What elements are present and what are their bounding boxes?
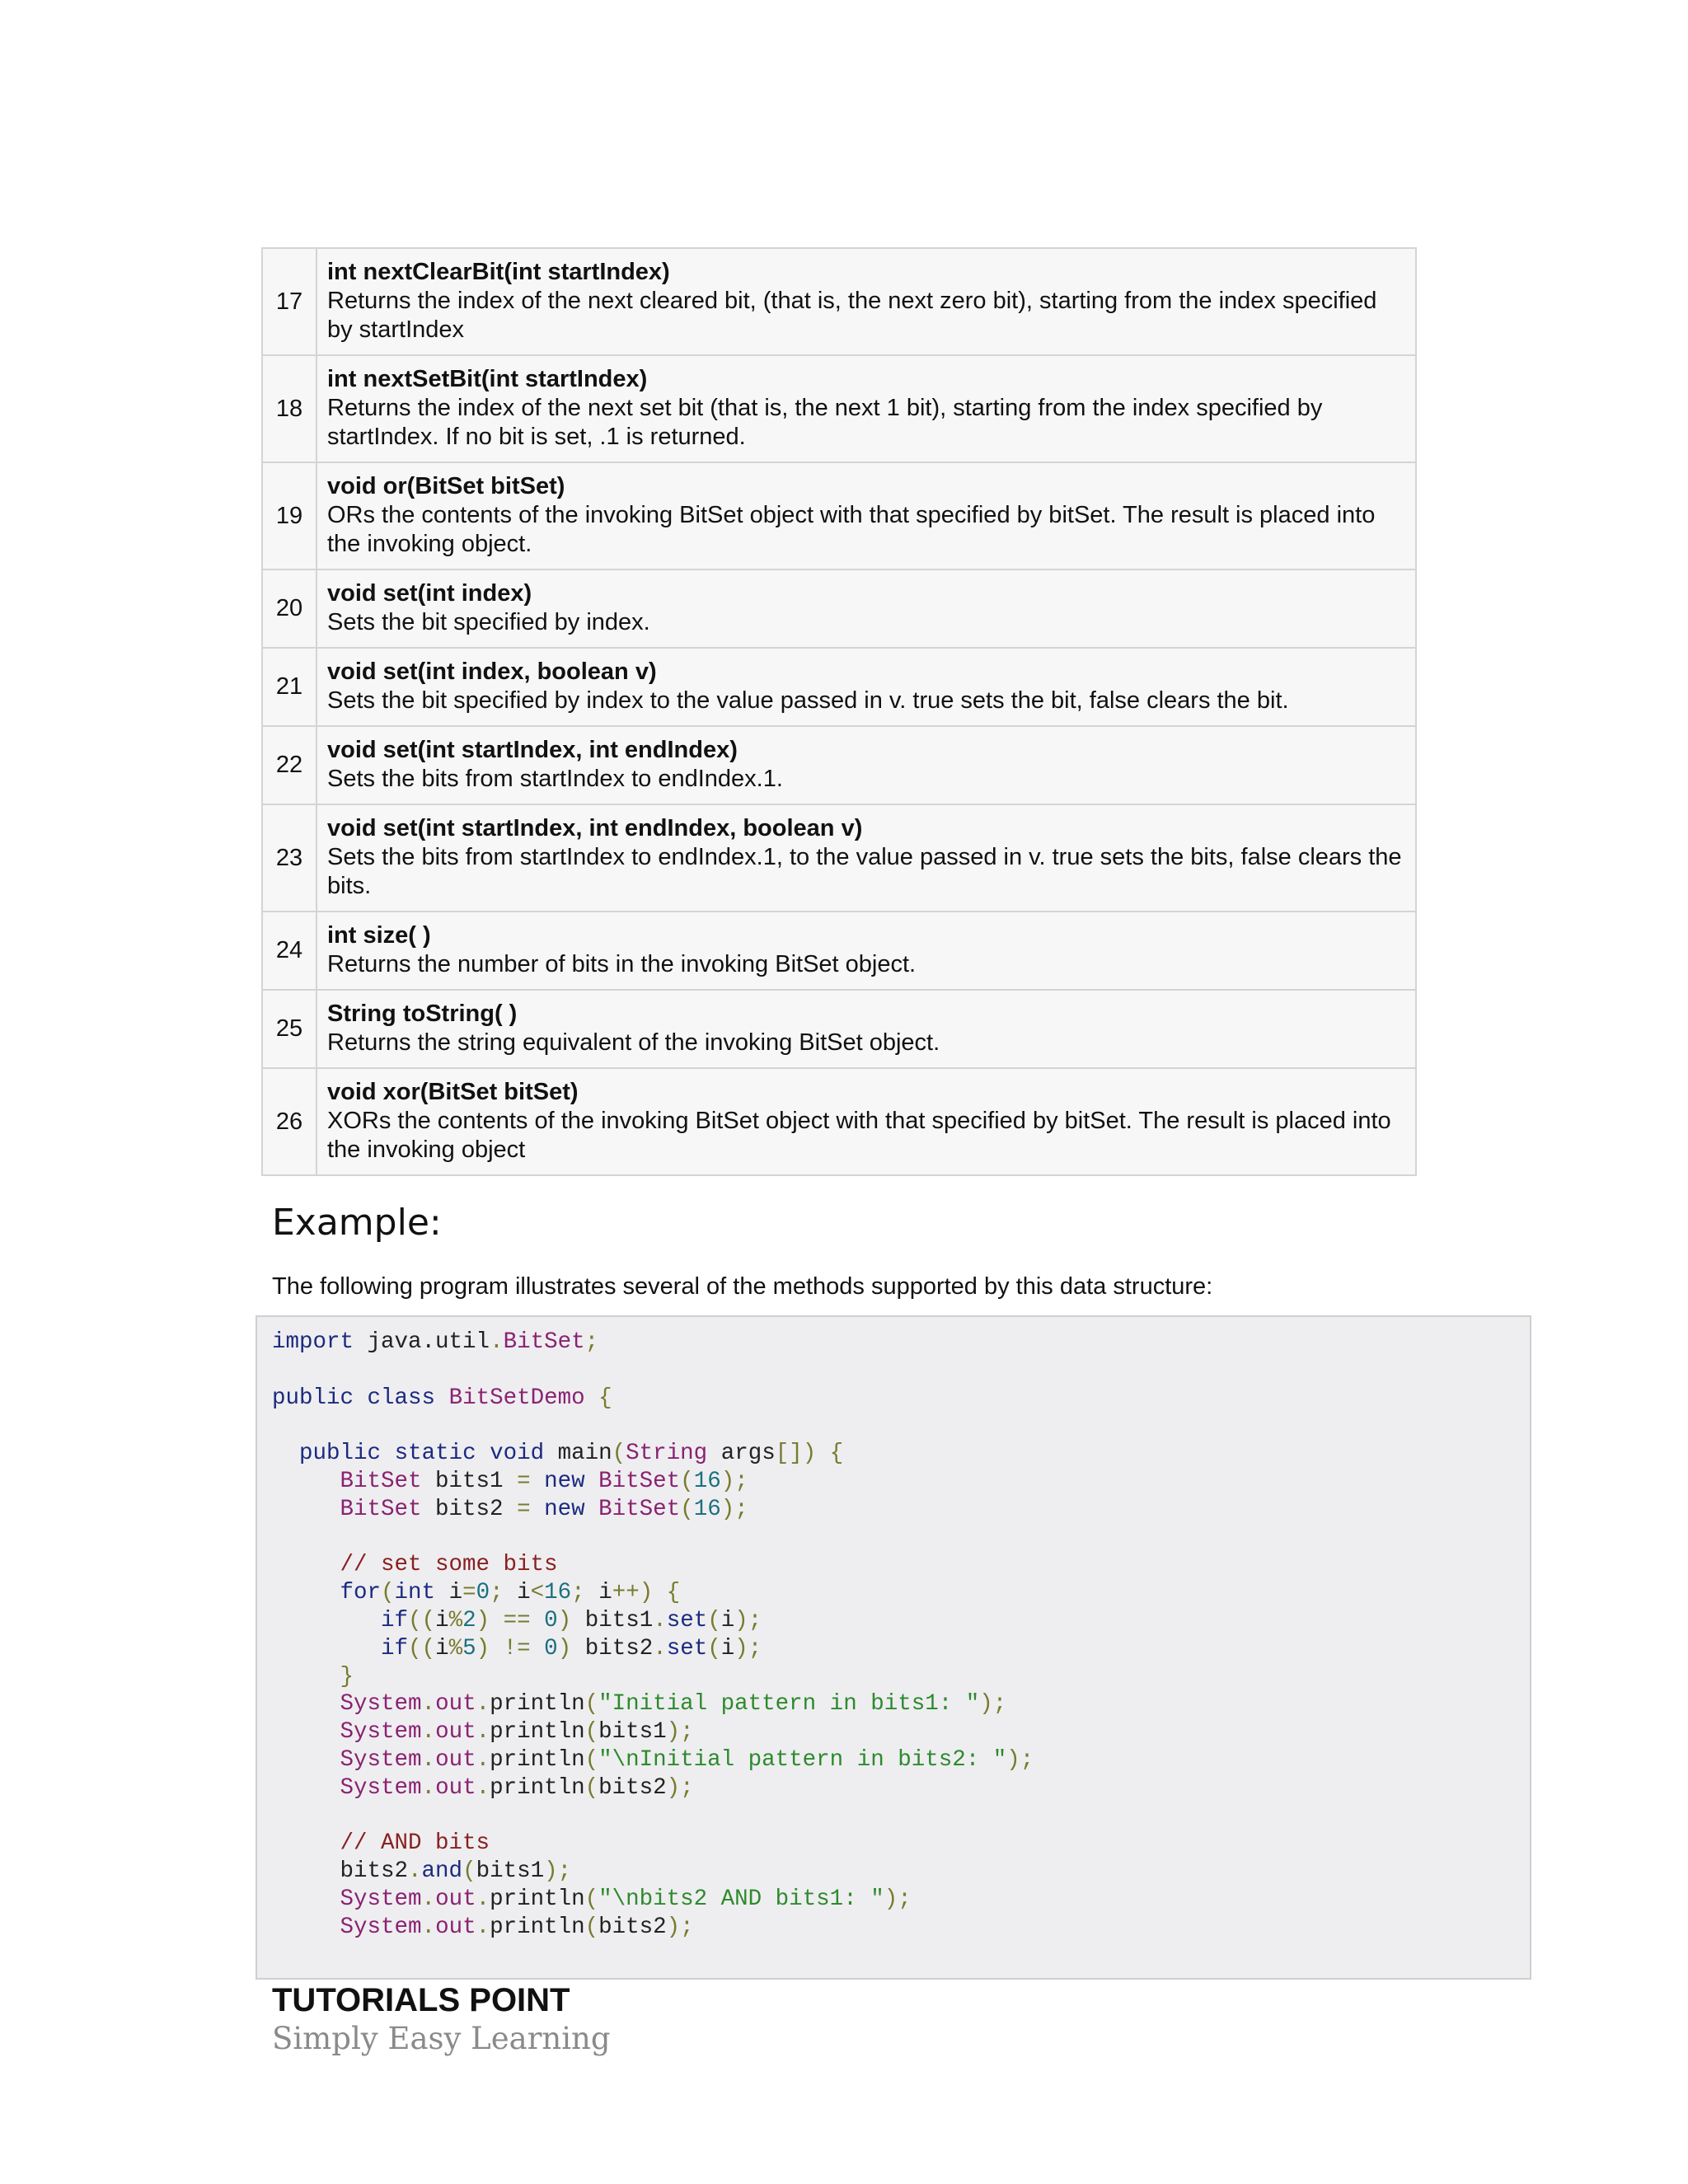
code-token [272, 1441, 299, 1466]
code-token: println [490, 1691, 585, 1718]
code-token: bits2 [571, 1635, 654, 1661]
code-token: i [720, 1607, 735, 1633]
code-line [272, 1469, 748, 1494]
method-description: Returns the string equivalent of the invoking BitSet object. [327, 1029, 940, 1056]
method-cell [316, 912, 1416, 990]
code-token [272, 1775, 340, 1801]
code-token: main [544, 1441, 612, 1467]
code-token: . [476, 1691, 490, 1718]
code-token [272, 1636, 381, 1661]
code-token: ( [584, 1774, 599, 1801]
method-cell [316, 248, 1416, 355]
method-signature: int nextSetBit(int startIndex) [327, 366, 648, 392]
code-token: ++) [612, 1580, 654, 1606]
code-token [272, 1886, 340, 1912]
code-token: ( [462, 1858, 476, 1885]
code-token: bits2 [272, 1858, 409, 1885]
code-token [585, 1385, 599, 1411]
method-description: ORs the contents of the invoking BitSet object with that specified by bitSet. The result is placed into the invoking object. [327, 502, 1376, 557]
code-token: "\nInitial pattern in bits2: " [598, 1746, 1007, 1773]
method-number: 26 [262, 1068, 316, 1175]
code-token: new [544, 1496, 585, 1522]
method-signature: int nextClearBit(int startIndex) [327, 259, 670, 285]
code-token: . [490, 1329, 504, 1355]
code-token: i [584, 1580, 612, 1606]
code-token: i [435, 1635, 449, 1661]
code-token: import [272, 1329, 354, 1355]
code-token: []) [775, 1441, 817, 1467]
table-row [262, 1068, 1416, 1175]
code-token: ); [666, 1774, 694, 1801]
code-token: = [462, 1580, 476, 1606]
code-token: if [381, 1635, 409, 1661]
code-token [272, 1664, 340, 1690]
code-token [272, 1469, 340, 1494]
code-token: int [394, 1580, 436, 1606]
code-line [272, 1441, 843, 1466]
code-token: ( [680, 1468, 694, 1494]
code-token [531, 1608, 545, 1633]
example-intro: The following program illustrates several of the methods supported by this data structure: [272, 1273, 1213, 1300]
code-token [272, 1915, 340, 1940]
code-token: % [448, 1607, 463, 1633]
code-token [354, 1385, 368, 1411]
code-token: i [435, 1580, 463, 1606]
code-token: println [490, 1774, 585, 1801]
code-token: "Initial pattern in bits1: " [598, 1691, 980, 1718]
code-line [272, 1664, 354, 1690]
code-token: . [476, 1774, 490, 1801]
code-token: == [503, 1607, 531, 1633]
code-token: . [421, 1774, 436, 1801]
method-number: 18 [262, 355, 316, 462]
code-token: set [666, 1635, 708, 1661]
code-token: . [653, 1607, 667, 1633]
code-line [272, 1329, 598, 1355]
code-token: ; [571, 1580, 585, 1606]
code-token: 0 [544, 1607, 558, 1633]
code-token: System [340, 1691, 422, 1718]
code-token: ( [381, 1580, 395, 1606]
code-line [272, 1719, 694, 1745]
code-token: out [435, 1746, 476, 1773]
code-token: ); [666, 1914, 694, 1940]
method-signature: int size( ) [327, 922, 431, 949]
code-token: out [435, 1774, 476, 1801]
code-token: bits2 [598, 1914, 667, 1940]
code-token: println [490, 1746, 585, 1773]
code-token: void [490, 1441, 545, 1467]
code-token [585, 1469, 599, 1494]
table-row [262, 726, 1416, 804]
code-line [272, 1608, 762, 1633]
brand-title: TUTORIALS POINT [272, 1982, 570, 2018]
code-token: ) [476, 1607, 490, 1633]
method-signature: String toString( ) [327, 1001, 518, 1027]
code-token: % [448, 1635, 463, 1661]
code-token [490, 1636, 504, 1661]
code-token: "\nbits2 AND bits1: " [598, 1886, 884, 1912]
table-row [262, 462, 1416, 569]
code-token: ); [720, 1468, 748, 1494]
code-token: println [490, 1914, 585, 1940]
code-token [272, 1747, 340, 1773]
code-line [272, 1858, 571, 1884]
code-token: System [340, 1719, 422, 1746]
code-token: ( [584, 1691, 599, 1718]
method-number: 23 [262, 804, 316, 912]
code-token: . [421, 1886, 436, 1912]
table-row [262, 804, 1416, 912]
code-token: { [829, 1441, 844, 1467]
code-box [256, 1315, 1531, 1980]
code-token [585, 1497, 599, 1522]
code-token [272, 1608, 381, 1633]
code-token: out [435, 1691, 476, 1718]
code-line [272, 1385, 612, 1411]
code-token: ( [707, 1607, 721, 1633]
code-token: 0 [476, 1580, 490, 1606]
method-description: Sets the bits from startIndex to endIndex.1. [327, 766, 783, 792]
code-block [272, 1329, 1515, 1942]
method-cell [316, 726, 1416, 804]
method-number: 19 [262, 462, 316, 569]
method-number: 17 [262, 248, 316, 355]
example-heading: Example: [272, 1202, 442, 1244]
code-token: 16 [693, 1496, 721, 1522]
code-token: . [421, 1719, 436, 1746]
code-token: != [503, 1635, 531, 1661]
code-token: ; [584, 1329, 599, 1355]
code-token [272, 1719, 340, 1745]
code-token: ); [734, 1635, 762, 1661]
code-token: bits1 [571, 1607, 654, 1633]
code-token [381, 1441, 395, 1466]
code-token: . [421, 1691, 436, 1718]
code-token: bits1 [421, 1468, 518, 1494]
code-token [476, 1441, 490, 1466]
code-token: bits2 [598, 1774, 667, 1801]
code-token [816, 1441, 830, 1466]
code-token: ); [979, 1691, 1007, 1718]
code-token: . [421, 1746, 436, 1773]
method-cell [316, 1068, 1416, 1175]
code-token: ) [557, 1607, 572, 1633]
code-token: println [490, 1886, 585, 1912]
code-token: (( [408, 1607, 436, 1633]
method-description: Returns the number of bits in the invoking BitSet object. [327, 951, 917, 977]
code-token: ; [490, 1580, 504, 1606]
code-token: java.util [354, 1329, 490, 1355]
table-row [262, 648, 1416, 726]
code-token: System [340, 1746, 422, 1773]
code-token: bits1 [598, 1719, 667, 1746]
code-token [272, 1830, 340, 1856]
code-token: public [272, 1385, 354, 1411]
code-token: . [421, 1914, 436, 1940]
methods-table-body [262, 248, 1416, 1175]
code-token: String [626, 1441, 708, 1467]
code-token: ); [720, 1496, 748, 1522]
code-token: ); [734, 1607, 762, 1633]
code-token: ( [584, 1886, 599, 1912]
code-token [272, 1580, 340, 1605]
method-cell [316, 648, 1416, 726]
method-description: Returns the index of the next set bit (that is, the next 1 bit), starting from the index specified by startIndex. If no bit is set, .1 is returned. [327, 395, 1323, 450]
code-token: ( [584, 1914, 599, 1940]
method-description: Sets the bit specified by index. [327, 609, 650, 635]
method-cell [316, 569, 1416, 648]
method-cell [316, 804, 1416, 912]
code-token: } [340, 1663, 354, 1690]
code-token: bits2 [421, 1496, 518, 1522]
method-signature: void or(BitSet bitSet) [327, 473, 565, 499]
code-token: 2 [462, 1607, 476, 1633]
code-line [272, 1636, 762, 1661]
code-line [272, 1497, 748, 1522]
method-cell [316, 355, 1416, 462]
table-row [262, 355, 1416, 462]
method-cell [316, 462, 1416, 569]
code-token: bits1 [476, 1858, 545, 1885]
code-token: out [435, 1719, 476, 1746]
method-cell [316, 990, 1416, 1068]
code-token: = [517, 1468, 531, 1494]
code-token: if [381, 1607, 409, 1633]
code-line [272, 1580, 680, 1605]
code-token: ); [666, 1719, 694, 1746]
code-token: . [476, 1914, 490, 1940]
method-description: Returns the index of the next cleared bit, (that is, the next zero bit), starting from the index specified by startIndex [327, 288, 1377, 343]
code-token: = [517, 1496, 531, 1522]
code-token [272, 1691, 340, 1717]
code-token: out [435, 1914, 476, 1940]
code-token: 16 [693, 1468, 721, 1494]
code-token: i [435, 1607, 449, 1633]
code-token: i [503, 1580, 531, 1606]
method-description: XORs the contents of the invoking BitSet object with that specified by bitSet. The result is placed into the invoking object [327, 1108, 1391, 1163]
method-signature: void set(int startIndex, int endIndex) [327, 737, 738, 763]
table-row [262, 248, 1416, 355]
code-token: ) [557, 1635, 572, 1661]
code-line [272, 1691, 1006, 1717]
table-row [262, 912, 1416, 990]
code-token: ( [612, 1441, 626, 1467]
method-number: 25 [262, 990, 316, 1068]
code-line [272, 1830, 490, 1856]
code-token: // set some bits [340, 1552, 558, 1578]
method-number: 20 [262, 569, 316, 648]
code-token: ( [707, 1635, 721, 1661]
method-signature: void xor(BitSet bitSet) [327, 1079, 579, 1105]
code-token: { [598, 1385, 612, 1411]
code-token: public [299, 1441, 382, 1467]
code-token: System [340, 1914, 422, 1940]
code-token: args [707, 1441, 776, 1467]
code-token [531, 1497, 545, 1522]
code-line [272, 1886, 912, 1912]
code-token: ( [584, 1746, 599, 1773]
code-token: 5 [462, 1635, 476, 1661]
code-token: { [666, 1580, 681, 1606]
code-token [653, 1580, 667, 1605]
code-token [272, 1552, 340, 1577]
code-token: new [544, 1468, 585, 1494]
method-signature: void set(int index) [327, 580, 532, 607]
code-token: (( [408, 1635, 436, 1661]
code-token: BitSet [598, 1496, 681, 1522]
code-token: < [530, 1580, 545, 1606]
code-token: class [367, 1385, 436, 1411]
code-token: BitSet [340, 1468, 422, 1494]
code-token: BitSet [503, 1329, 585, 1355]
code-token: BitSetDemo [448, 1385, 585, 1411]
code-token: for [340, 1580, 382, 1606]
code-token: ) [476, 1635, 490, 1661]
code-line [272, 1915, 694, 1940]
code-token [531, 1636, 545, 1661]
methods-table [261, 247, 1417, 1176]
code-token: . [653, 1635, 667, 1661]
code-token: 0 [544, 1635, 558, 1661]
code-token: set [666, 1607, 708, 1633]
method-description: Sets the bits from startIndex to endIndex.1, to the value passed in v. true sets the bits, false clears the bits. [327, 844, 1402, 899]
code-token: . [476, 1746, 490, 1773]
code-token: // AND bits [340, 1830, 490, 1857]
brand-tagline: Simply Easy Learning [272, 2021, 611, 2056]
code-token: 16 [544, 1580, 572, 1606]
method-description: Sets the bit specified by index to the value passed in v. true sets the bit, false clears the bit. [327, 687, 1289, 714]
code-token: BitSet [598, 1468, 681, 1494]
code-token: System [340, 1886, 422, 1912]
code-token: . [476, 1886, 490, 1912]
code-token: i [720, 1635, 735, 1661]
code-token [272, 1497, 340, 1522]
method-number: 24 [262, 912, 316, 990]
code-line [272, 1552, 558, 1577]
code-token: println [490, 1719, 585, 1746]
method-signature: void set(int index, boolean v) [327, 658, 657, 685]
code-token: ); [1006, 1746, 1034, 1773]
code-token [490, 1608, 504, 1633]
code-token: . [408, 1858, 422, 1885]
code-token: and [421, 1858, 463, 1885]
code-token: static [394, 1441, 476, 1467]
method-number: 21 [262, 648, 316, 726]
code-line [272, 1747, 1034, 1773]
code-token [531, 1469, 545, 1494]
method-signature: void set(int startIndex, int endIndex, boolean v) [327, 815, 863, 841]
code-token: ( [680, 1496, 694, 1522]
code-token: . [476, 1719, 490, 1746]
code-token: ); [544, 1858, 572, 1885]
code-token [435, 1385, 449, 1411]
code-token: System [340, 1774, 422, 1801]
table-row [262, 990, 1416, 1068]
code-line [272, 1775, 694, 1801]
code-token: ( [584, 1719, 599, 1746]
code-token: out [435, 1886, 476, 1912]
code-token: BitSet [340, 1496, 422, 1522]
method-number: 22 [262, 726, 316, 804]
table-row [262, 569, 1416, 648]
code-token: ); [884, 1886, 912, 1912]
